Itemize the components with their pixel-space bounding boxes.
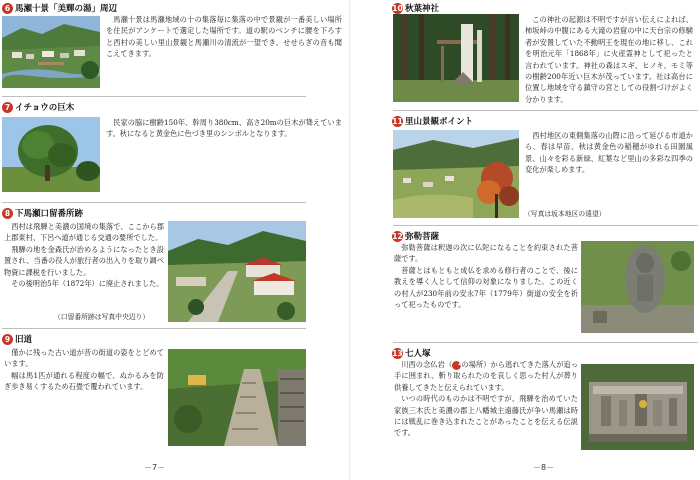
section-11-text: 西村地区の東側集落の山際に沿って延びる市道から、春は早苗、秋は黄金色の稲穂がゆれる田園風景、山々を彩る新緑、紅葉など里山の多彩な四季の変化が楽しめます。 [525, 131, 693, 175]
section-6 [2, 1, 347, 15]
section-7-number: 7 [2, 102, 13, 113]
photo-village-view [2, 16, 100, 88]
section-8-heading [2, 206, 347, 220]
section-11-body [525, 130, 693, 176]
divider [2, 328, 306, 329]
section-7-title: イチョウの巨木 [15, 103, 75, 113]
section-12-title: 弥勒菩薩 [405, 232, 440, 242]
section-6-body [106, 14, 342, 60]
section-6-text: 馬瀬十景は馬瀬地域の十の集落毎に集落の中で景観が一番美しい場所を住民がアンケートで選定した場所です。道の駅のベンチに腰を下ろすと西村の美しい里山景観と馬瀬川の清流が一望でき、せせらぎの音も聞こえてきます。 [106, 15, 342, 59]
section-6-heading [2, 1, 347, 15]
photo-satoyama-view [393, 130, 519, 218]
section-8 [2, 206, 347, 220]
section-13-text-a: 川西の念仏岩（ [401, 360, 453, 369]
section-7-heading [2, 100, 347, 114]
section-9-text-1: 僅かに残った古い道が昔の街道の姿をとどめています。 [4, 348, 164, 369]
right-page [350, 0, 700, 480]
section-13-text-1 [394, 359, 578, 393]
section-8-text-1: 西村は飛騨と美濃の国境の集落で、ここから郡上郡東村、下呂へ道が通じる交通の要所でした。 [4, 222, 164, 243]
section-7-text: 民家の脇に樹齢150年、幹周り380cm、高さ20mの巨木が聳えています。秋になると黄金色に色づき里のシンボルとなります。 [106, 118, 342, 139]
section-10-body [525, 14, 693, 105]
section-10-text: この神社の起源は不明ですが言い伝えによれば、柿坂峠の中腹にある大滝の岩窟の中に天台宗の修験者が安置していた不動明王を現在の地に移し、これを明治元年「1868年」に火産霊神として祀ったと言われています。神社の森はスギ、ヒノキ、モミ等の樹齢200年近い巨木が茂っています。社は高台に位置し地域を守る鎮守の宮としての役割づけがよく分かります。 [525, 15, 693, 104]
section-11-heading [392, 114, 692, 128]
section-8-text-2: 飛騨の地を金森氏が治めるようになったとき設置され、当番の役人が旅行者の出入りを取り調べ物資に課税を行いました。 [4, 244, 164, 277]
section-12-number: 12 [392, 231, 403, 241]
section-12-text-2: 菩薩とはもともと成仏を求める修行者のことで、後に教えを導く人として信仰の対象になりました。この近くの村人が230年前の安永7年（1779年）街道の安全を祈って祀ったものです。 [394, 265, 578, 310]
section-10 [392, 1, 692, 15]
section-6-title: 馬瀬十景「美輝の湯」周辺 [15, 4, 118, 14]
section-13-heading [392, 346, 692, 360]
section-6-number: 6 [2, 3, 13, 14]
divider [2, 96, 306, 97]
section-13-body [394, 359, 578, 439]
photo-shichinin-zuka [581, 364, 694, 450]
photo-miroku-statue [581, 241, 694, 333]
page-number-right: －8－ [533, 463, 555, 472]
divider [393, 225, 698, 226]
section-8-number: 8 [2, 208, 13, 219]
divider [393, 110, 698, 111]
photo-ginkgo-tree [2, 117, 100, 192]
section-8-text-3: その後明治5年（1872年）に廃止されました。 [11, 279, 164, 289]
reference-number-badge: 4 [452, 361, 461, 370]
section-10-heading [392, 1, 692, 15]
section-9-text-2: 幅は馬1匹が通れる程度の幅で、ぬかるみを防ぎ歩き易くするため石畳で覆われています。 [4, 370, 164, 392]
section-13-title: 七人塚 [405, 349, 431, 359]
section-9-number: 9 [2, 334, 13, 345]
section-8-caption: （口留番所跡は写真中央辺り） [54, 313, 150, 321]
section-8-title: 下馬瀬口留番所跡 [15, 209, 84, 219]
section-10-number: 10 [392, 3, 403, 13]
page-number-left: －7－ [144, 463, 166, 472]
section-12-body [394, 242, 578, 310]
section-9-body [4, 347, 164, 393]
section-13-text-b: の場所）から逃れてきた落人が追っ手に囲まれ、斬り取られたのを哀しく思った村人が葬り供養してきたと伝えられています。 [394, 360, 578, 392]
section-12-text-1: 弥勒菩薩は釈迦の次に仏陀になることを約束された菩薩です。 [394, 243, 578, 264]
section-9-heading [2, 332, 347, 346]
section-13-number: 13 [392, 348, 403, 358]
photo-checkpoint-site [168, 221, 306, 322]
section-13 [392, 346, 692, 360]
photo-old-road [168, 349, 306, 446]
section-11-number: 11 [392, 116, 403, 126]
section-11 [392, 114, 692, 128]
section-7-body [106, 117, 342, 140]
section-8-body [4, 221, 164, 289]
section-10-title: 秋葉神社 [405, 4, 440, 14]
section-13-text-2: いつの時代のものかは不明ですが、飛騨を治めていた家族三木氏と美濃の郡上八幡城主遠藤氏が争い馬瀬は時には戦乱に巻き込まれたことがあったことを伝える伝説です。 [394, 394, 578, 438]
section-9 [2, 332, 347, 346]
section-9-title: 旧道 [15, 335, 33, 345]
divider [393, 342, 698, 343]
section-7 [2, 100, 347, 114]
photo-akiba-shrine [393, 14, 519, 102]
section-11-caption: （写真は坂本地区の遠望） [524, 210, 606, 218]
section-11-title: 里山景観ポイント [405, 117, 474, 127]
divider [2, 202, 306, 203]
